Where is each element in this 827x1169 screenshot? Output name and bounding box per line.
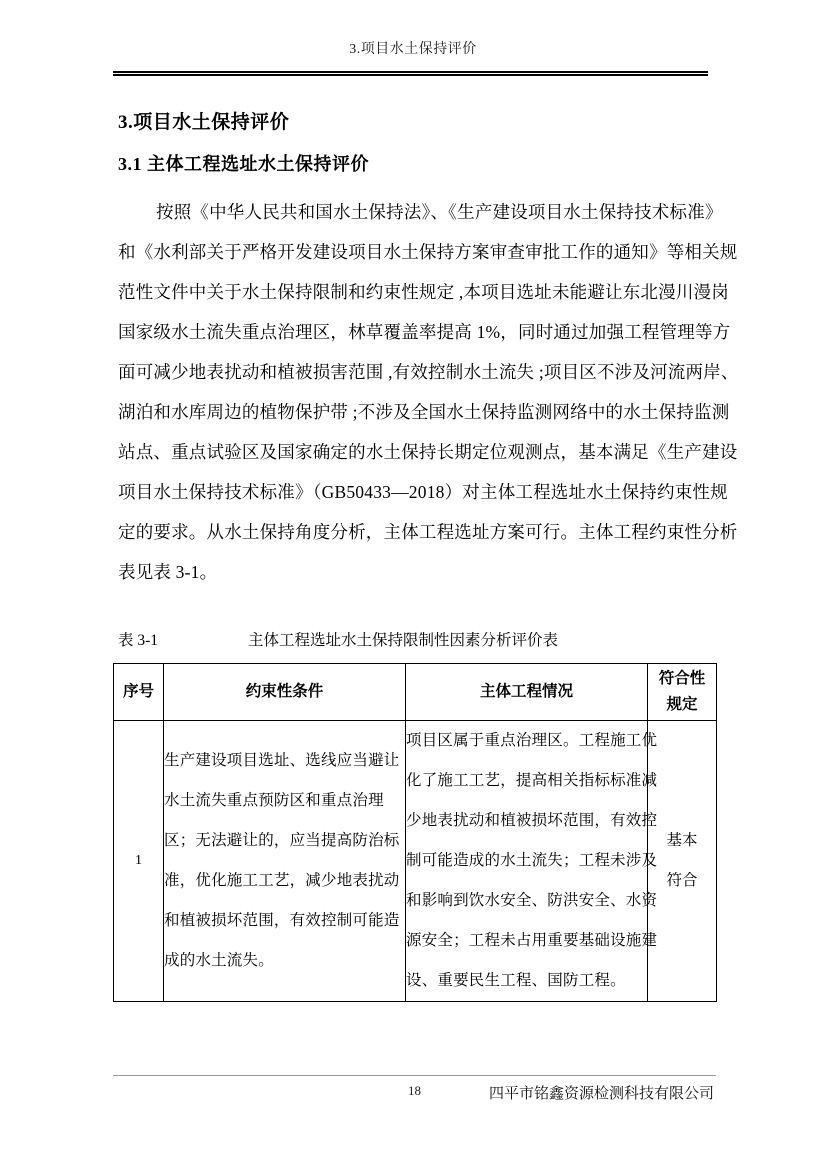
cell-line: 符合 [666,872,698,889]
section-heading-level-2: 3.1 主体工程选址水土保持评价 [118,154,369,174]
body-paragraph [118,192,739,592]
cell-line: 基本 [666,832,698,849]
cell-line: 和影响到饮水安全、防洪安全、水资 [406,892,658,909]
running-header: 3.项目水土保持评价 [349,42,477,57]
page-number: 18 [408,1083,421,1098]
section-heading-level-1: 3.项目水土保持评价 [118,112,290,133]
column-header-compliance-line1: 符合性 [658,670,706,687]
cell-line: 准，优化施工工艺，减少地表扰动 [164,872,400,889]
table-header-row [114,664,717,721]
cell-line: 设、重要民生工程、国防工程。 [406,972,626,989]
paragraph-line: 表见表 3-1。 [118,562,218,582]
paragraph-line: 按照《中华人民共和国水土保持法》、《生产建设项目水土保持技术标准》 [156,202,723,222]
cell-line: 区；无法避让的，应当提高防治标 [164,832,400,849]
paragraph-line: 定的要求。从水土保持角度分析，主体工程选址方案可行。主体工程约束性分析 [118,522,738,542]
cell-line: 成的水土流失。 [164,952,274,969]
paragraph-line: 和《水利部关于严格开发建设项目水土保持方案审查审批工作的通知》等相关规 [118,242,738,262]
table-row [114,721,717,1002]
table-caption [118,628,714,650]
paragraph-line: 面可减少地表扰动和植被损害范围 ,有效控制水土流失 ;项目区不涉及河流两岸、 [118,362,739,382]
row-number: 1 [114,721,164,1002]
column-header-project: 主体工程情况 [406,664,648,721]
cell-line: 水土流失重点预防区和重点治理 [164,792,384,809]
cell-line: 生产建设项目选址、选线应当避让 [164,752,400,769]
column-header-compliance [648,664,717,721]
cell-line: 制可能造成的水土流失；工程未涉及 [406,852,658,869]
footer-rule [113,1075,716,1076]
constraint-analysis-table [113,663,717,1002]
paragraph-line: 站点、重点试验区及国家确定的水土保持长期定位观测点，基本满足《生产建设 [118,442,738,462]
paragraph-line: 国家级水土流失重点治理区，林草覆盖率提高 1%，同时通过加强工程管理等方 [118,322,731,342]
cell-constraint-condition [164,721,406,1002]
table-caption-number: 表 3-1 [118,632,159,649]
cell-project-situation [406,721,658,1002]
cell-line: 项目区属于重点治理区。工程施工优 [406,732,658,749]
cell-line: 化了施工工艺，提高相关指标标准减 [406,772,658,789]
paragraph-line: 项目水土保持技术标准》（GB50433—2018）对主体工程选址水土保持约束性规 [118,482,728,502]
paragraph-line: 湖泊和水库周边的植物保护带 ;不涉及全国水土保持监测网络中的水土保持监测 [118,402,730,422]
table-caption-title: 主体工程选址水土保持限制性因素分析评价表 [248,632,559,649]
paragraph-line: 范性文件中关于水土保持限制和约束性规定 ,本项目选址未能避让东北漫川漫岗 [118,282,729,302]
cell-compliance [648,721,717,1002]
header-double-rule [113,71,708,76]
column-header-compliance-line2: 规定 [666,696,698,713]
column-header-no: 序号 [114,664,164,721]
cell-line: 和植被损坏范围，有效控制可能造 [164,912,400,929]
cell-line: 源安全；工程未占用重要基础设施建 [406,932,658,949]
column-header-condition: 约束性条件 [164,664,406,721]
footer-company-name: 四平市铭鑫资源检测科技有限公司 [488,1086,714,1102]
cell-line: 少地表扰动和植被损坏范围，有效控 [406,812,658,829]
